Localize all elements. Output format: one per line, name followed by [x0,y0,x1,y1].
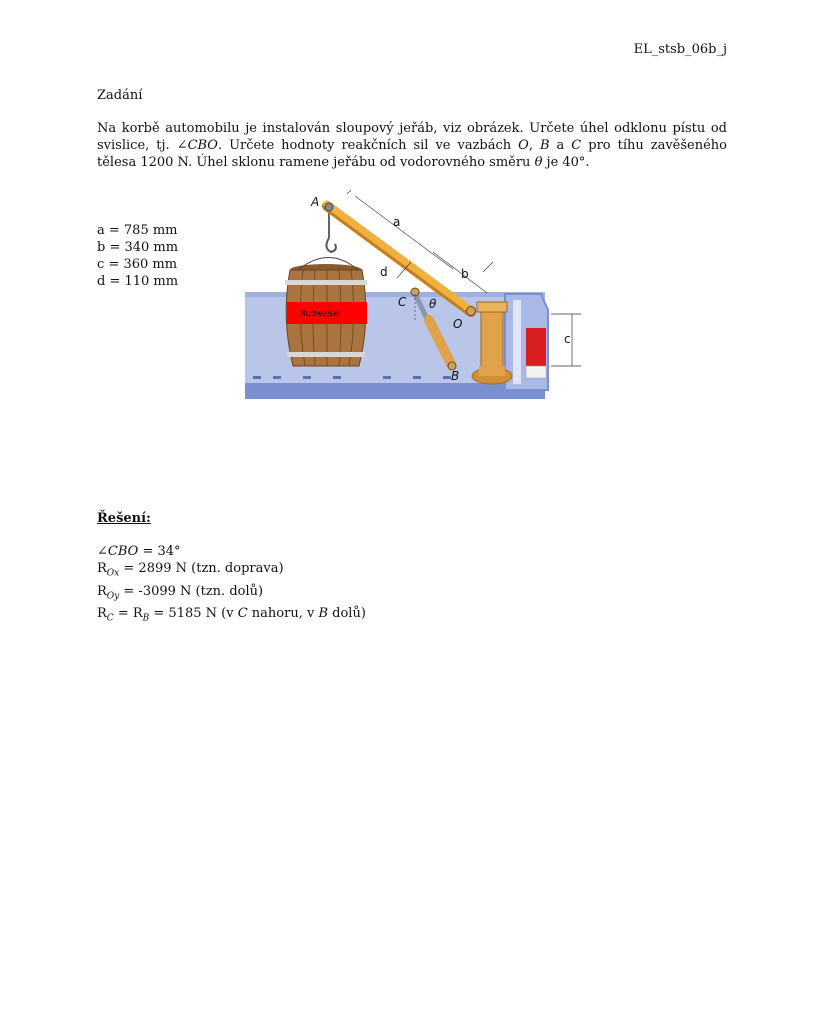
param-a: a = 785 mm [97,223,178,238]
crane-post [481,308,503,370]
result-rox [97,560,366,583]
r-symbol: R [97,561,107,576]
dim-b-ext [483,262,493,272]
label-B: B [451,369,460,383]
barrel-label-text: Budweiser [300,309,342,318]
theta-symbol: θ [534,155,543,170]
crane-figure [243,190,583,402]
result-roy [97,583,366,606]
angle-name: CBO [187,138,218,153]
barrel-hoop-bottom [287,352,365,357]
problem-text-3: pro tíhu zavěšeného tělesa 1200 N. Úhel sklonu ramene jeřábu od vodorovného směru [97,138,728,170]
barrel-hoop-top [285,280,367,285]
text-end: dolů) [328,606,366,622]
post-cap [477,302,507,312]
r-subscript: C [106,613,114,624]
r-symbol: R [97,606,107,622]
dim-a-ext [347,190,377,194]
result-rc-rb [97,605,366,628]
rc-value: = 5185 N (v [149,606,238,622]
taillight [526,328,546,366]
r-symbol: R [97,583,107,599]
param-c: c = 360 mm [97,257,178,272]
angle-value: = 34° [138,544,181,559]
section-title-zadani: Zadání [97,88,143,103]
label-theta: θ [429,297,437,311]
label-C: C [398,295,407,309]
r-subscript: Oy [106,591,120,602]
r-subscript: Ox [106,568,120,579]
angle-name: CBO [107,544,139,559]
reverse-light [526,366,546,378]
label-a: a [393,215,401,229]
label-b: b [461,267,469,281]
point-c: C [571,138,582,153]
result-angle [97,543,366,560]
point-c: C [237,606,248,622]
roy-value: = -3099 N (tzn. dolů) [119,583,264,599]
hook-icon [326,238,335,252]
text-mid: nahoru, v [247,606,319,622]
angle-symbol: ∠ [176,138,188,153]
param-b: b = 340 mm [97,240,179,255]
crane-illustration [243,190,583,402]
param-d: d = 110 mm [97,274,179,289]
post-base-neck [479,366,505,376]
sep-1: , [528,138,540,153]
label-c: c [564,332,571,346]
rox-value: = 2899 N (tzn. doprava) [119,561,284,576]
problem-statement [97,120,727,171]
point-b: B [318,606,329,622]
pin-o [467,307,476,316]
sep-2: a [549,138,572,153]
pin-a [325,203,333,211]
parameter-list [97,222,178,290]
r-subscript: B [142,613,150,624]
problem-text-4: je 40°. [542,155,590,170]
angle-symbol: ∠ [97,544,108,559]
rear-highlight [513,300,521,384]
truck-bed-floor [245,383,545,399]
problem-text-2: . Určete hodnoty reakčních sil ve vazbách [217,138,519,153]
label-O: O [453,317,463,331]
point-o: O [518,138,529,153]
results-list [97,543,366,628]
document-id: EL_stsb_06b_j [633,42,727,57]
label-d: d [380,265,388,279]
section-title-reseni: Řešení: [97,511,151,526]
equals-r: = R [113,606,143,622]
label-A: A [311,195,320,209]
problem-text-1: Na korbě automobilu je instalován sloupový jeřáb, viz obrázek. Určete úhel odklonu pístu od svislice, tj. [97,121,727,153]
point-b: B [539,138,550,153]
